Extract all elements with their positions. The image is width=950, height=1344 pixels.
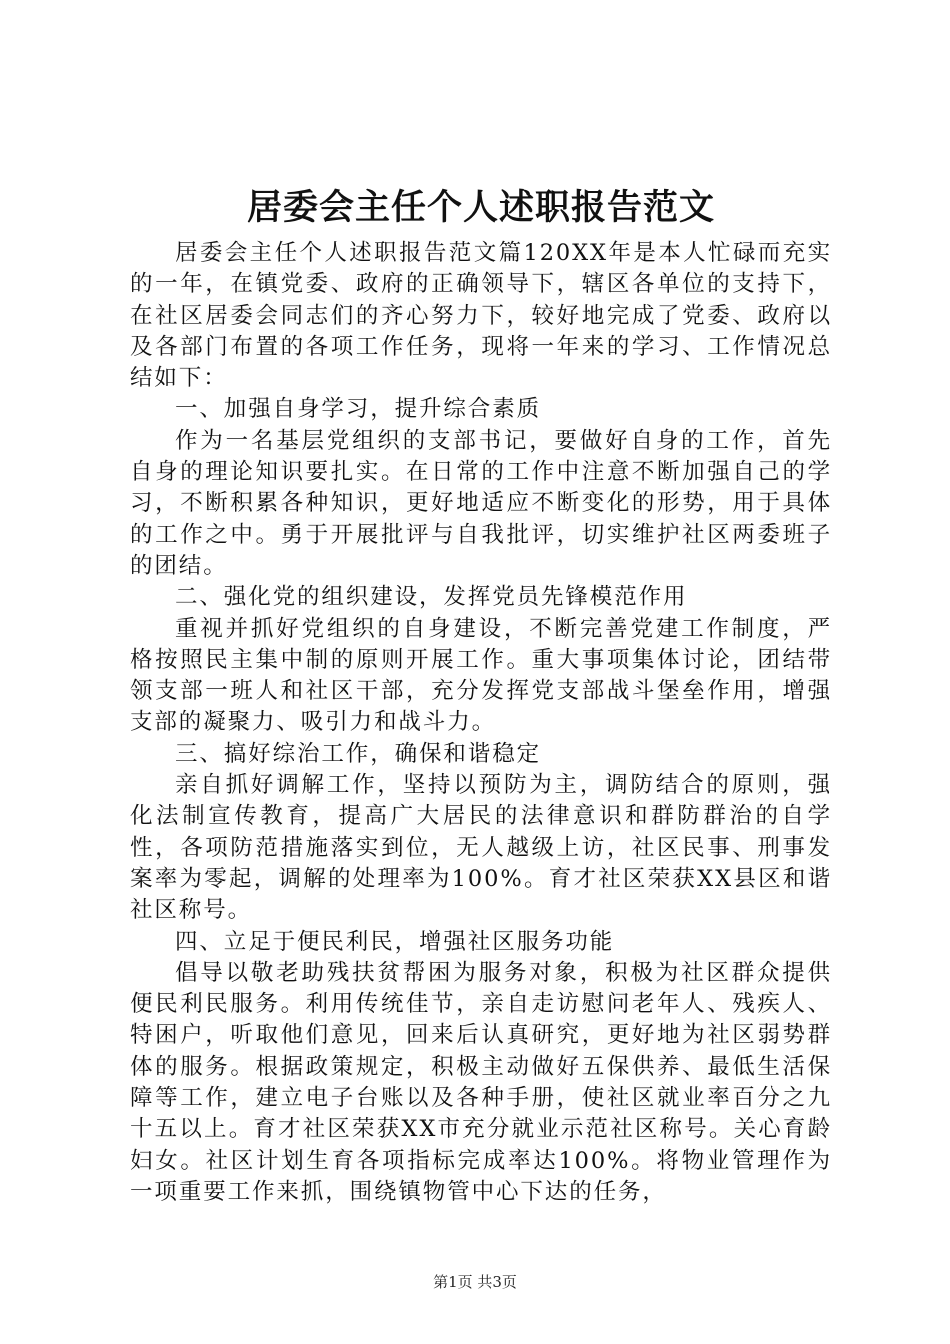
paragraph-section-3: 亲自抓好调解工作，坚持以预防为主，调防结合的原则，强化法制宣传教育，提高广大居民的法律意识和群防群治的自学性，各项防范措施落实到位，无人越级上访，社区民事、刑事发案率为零起，调解的处理率为100%。育才社区荣获XX县区和谐社区称号。 [130, 772, 832, 924]
page-number-footer: 第1页 共3页 [433, 1273, 517, 1291]
paragraph-intro: 居委会主任个人述职报告范文篇120XX年是本人忙碌而充实的一年，在镇党委、政府的正确领导下，辖区各单位的支持下，在社区居委会同志们的齐心努力下，较好地完成了党委、政府以及各部门布置的各项工作任务，现将一年来的学习、工作情况总结如下： [130, 240, 832, 392]
document-body [130, 238, 832, 1208]
section-heading-3: 三、搞好综治工作，确保和谐稳定 [175, 740, 542, 767]
paragraph-section-4: 倡导以敬老助残扶贫帮困为服务对象，积极为社区群众提供便民利民服务。利用传统佳节，亲自走访慰问老年人、残疾人、特困户，听取他们意见，回来后认真研究，更好地为社区弱势群体的服务。根据政策规定，积极主动做好五保供养、最低生活保障等工作，建立电子台账以及各种手册，使社区就业率百分之九十五以上。育才社区荣获XX市充分就业示范社区称号。关心育龄妇女。社区计划生育各项指标完成率达100%。将物业管理作为一项重要工作来抓，围绕镇物管中心下达的任务， [130, 959, 832, 1205]
paragraph-section-1: 作为一名基层党组织的支部书记，要做好自身的工作，首先自身的理论知识要扎实。在日常的工作中注意不断加强自己的学习，不断积累各种知识，更好地适应不断变化的形势，用于具体的工作之中。勇于开展批评与自我批评，切实维护社区两委班子的团结。 [130, 427, 832, 579]
document-title: 居委会主任个人述职报告范文 [246, 187, 715, 228]
section-heading-4: 四、立足于便民利民，增强社区服务功能 [175, 928, 615, 955]
paragraph-section-2: 重视并抓好党组织的自身建设，不断完善党建工作制度，严格按照民主集中制的原则开展工作。重大事项集体讨论，团结带领支部一班人和社区干部，充分发挥党支部战斗堡垒作用，增强支部的凝聚力、吸引力和战斗力。 [130, 615, 832, 736]
section-heading-1: 一、加强自身学习，提升综合素质 [175, 396, 542, 423]
section-heading-2: 二、强化党的组织建设，发挥党员先锋模范作用 [175, 584, 688, 611]
